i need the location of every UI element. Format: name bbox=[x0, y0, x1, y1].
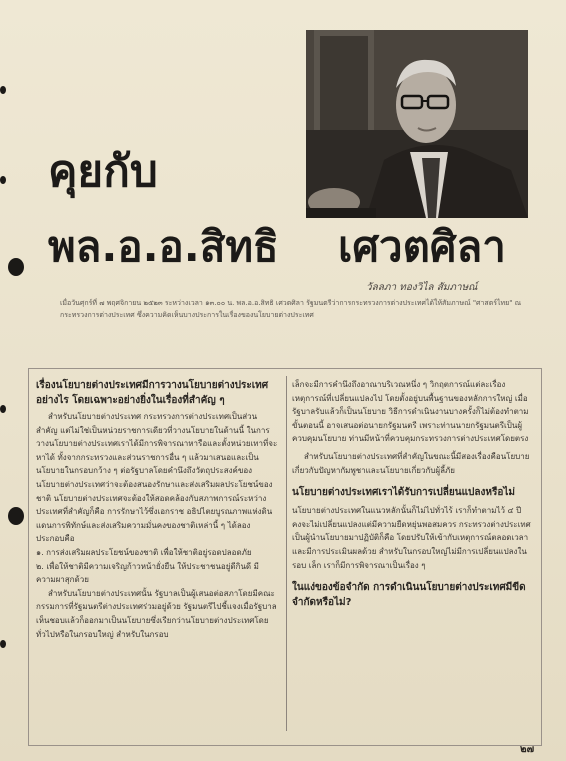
paragraph: สำหรับนโยบายต่างประเทศที่สำคัญในขณะนี้มีสองเรื่องคือนโยบายเกี่ยวกับปัญหากัมพูชาและนโยบายเกี่ยวกับผู้ลี้ภัย bbox=[292, 451, 530, 475]
paragraph: สำหรับนโยบายต่างประเทศ กระทรวงการต่างประเทศเป็นส่วนสำคัญ แต่ไม่ใช่เป็นหน่วยราชการเดียวที่วางนโยบายในด้านนี้ ในการวางนโยบายต่างประเทศเราได้มีการพิจารณาหารือและตั้งหน่วยเทาที่จะหาได้ ทั้งจากกระทรวงและส่วนราชการอื่น ๆ แล้วมาเสนอและเป็นนโยบายในกรอบกว้าง ๆ ต่อรัฐบาลโดยคำนึงถึงวัตถุประสงค์ของนโยบายต่างประเทศว่าจะต้องสนองรักษาและส่งเสริมผลประโยชน์ของชาติ นโยบายต่างประเทศจะต้องให้สอดคล้องกับสภาพการณ์ระหว่างประเทศที่สำคัญก็คือ การรักษาไว้ซึ่งเอกราช อธิปไตยบูรณภาพแห่งดินแดนการพิทักษ์และส่งเสริมความมั่นคงของชาติเหล่านี้ ๆ ได้ลองประกอบคือ bbox=[36, 412, 278, 544]
question-heading: นโยบายต่างประเทศเราได้รับการเปลี่ยนแปลงหรือไม่ bbox=[292, 487, 515, 499]
title-surname: เศวตศิลา bbox=[338, 222, 506, 271]
binder-hole bbox=[8, 258, 24, 276]
paragraph: เล็กจะมีการคำนึงถึงอาณาบริเวณหนึ่ง ๆ วิกฤตการณ์แต่ละเรื่องเหตุการณ์ที่เปลี่ยนแปลงไป โดยตั้งอยู่บนพื้นฐานของหลักการใหญ่ เมื่อรัฐบาลรับแล้วก็เป็นนโยบาย วิธีการดำเนินงานบางครั้งก็ไม่ต้องทำตามขั้นตอนนี้ อาจเสนอต่อนายกรัฐมนตรี เพราะท่านนายกรัฐมนตรีเป็นผู้ควบคุมนโยบาย ท่านมีหน้าที่ควบคุมกระทรวงการต่างประเทศโดยตรง bbox=[292, 380, 529, 444]
left-column bbox=[36, 378, 278, 641]
binder-hole bbox=[0, 640, 6, 648]
intro-text: เมื่อวันศุกร์ที่ ๗ พฤศจิกายน ๒๕๒๓ ระหว่างเวลา ๑๓.๐๐ น. พล.อ.อ.สิทธิ เศวตศิลา รัฐมนตรีว่าการกระทรวงการต่างประเทศได้ให้สัมภาษณ์ "ศาสตร์ไทย" ณ กระทรวงการต่างประเทศ ซึ่งความคิดเห็นบางประการในเรื่องของนโยบายต่างประเทศ bbox=[60, 299, 522, 319]
paragraph: ๑. การส่งเสริมผลประโยชน์ของชาติ เพื่อให้ชาติอยู่รอดปลอดภัย bbox=[36, 547, 252, 557]
paragraph: สำหรับนโยบายต่างประเทศนั้น รัฐบาลเป็นผู้เสนอต่อสภาโดยมีคณะกรรมการที่รัฐมนตรีต่างประเทศร่วมอยู่ด้วย รัฐมนตรีไปชี้แจงเมื่อรัฐบาลเห็นชอบแล้วก็ออกมาเป็นนโยบายซึ่งเรียกว่านโยบายต่างประเทศโดยทั่วไปหรือในกรอบใหญ่ สำหรับในกรอบ bbox=[36, 588, 277, 639]
binder-hole bbox=[0, 405, 6, 413]
paragraph: นโยบายต่างประเทศในแนวหลักนั้นก็ไม่ไปทั่วไร้ เราก็ทำตามไว้ ๔ ปี คงจะไม่เปลี่ยนแปลงแต่มีความยืดหยุ่นพอสมควร กระทรวงต่างประเทศเป็นผู้นำนโยบายมาปฏิบัติก็คือ โดยปรับให้เข้ากับเหตุการณ์ตลอดเวลา และมีการประเมินผลด้วย สำหรับในกรอบใหญ่ไม่มีการเปลี่ยนแปลงในรอบ เล็ก เราก็มีการพิจารณาเป็นเรื่อง ๆ bbox=[292, 506, 531, 570]
title-name: พล.อ.อ.สิทธิ bbox=[48, 222, 279, 271]
binder-hole bbox=[8, 507, 24, 525]
title-line-1: คุยกับ bbox=[48, 146, 158, 197]
byline: วัลลภา ทองวิไล สัมภาษณ์ bbox=[366, 282, 478, 293]
question-heading: เรื่องนโยบายต่างประเทศมีการวางนโยบายต่างประเทศอย่างไร โดยเฉพาะอย่างยิ่งในเรื่องที่สำคัญ ๆ bbox=[36, 380, 269, 406]
portrait-photo bbox=[306, 30, 528, 218]
intro-paragraph bbox=[60, 297, 530, 321]
page-number: ๒๗ bbox=[520, 744, 535, 755]
binder-hole bbox=[0, 86, 6, 94]
question-heading: ในแง่ของข้อจำกัด การดำเนินนโยบายต่างประเทศมีขีดจำกัดหรือไม่? bbox=[292, 582, 526, 609]
column-divider bbox=[286, 376, 287, 731]
right-column bbox=[292, 378, 534, 614]
paragraph: ๒. เพื่อให้ชาติมีความเจริญก้าวหน้ายั่งยืน ให้ประชาชนอยู่ดีกินดี มีความผาสุกด้วย bbox=[36, 561, 259, 585]
binder-hole bbox=[0, 176, 6, 184]
